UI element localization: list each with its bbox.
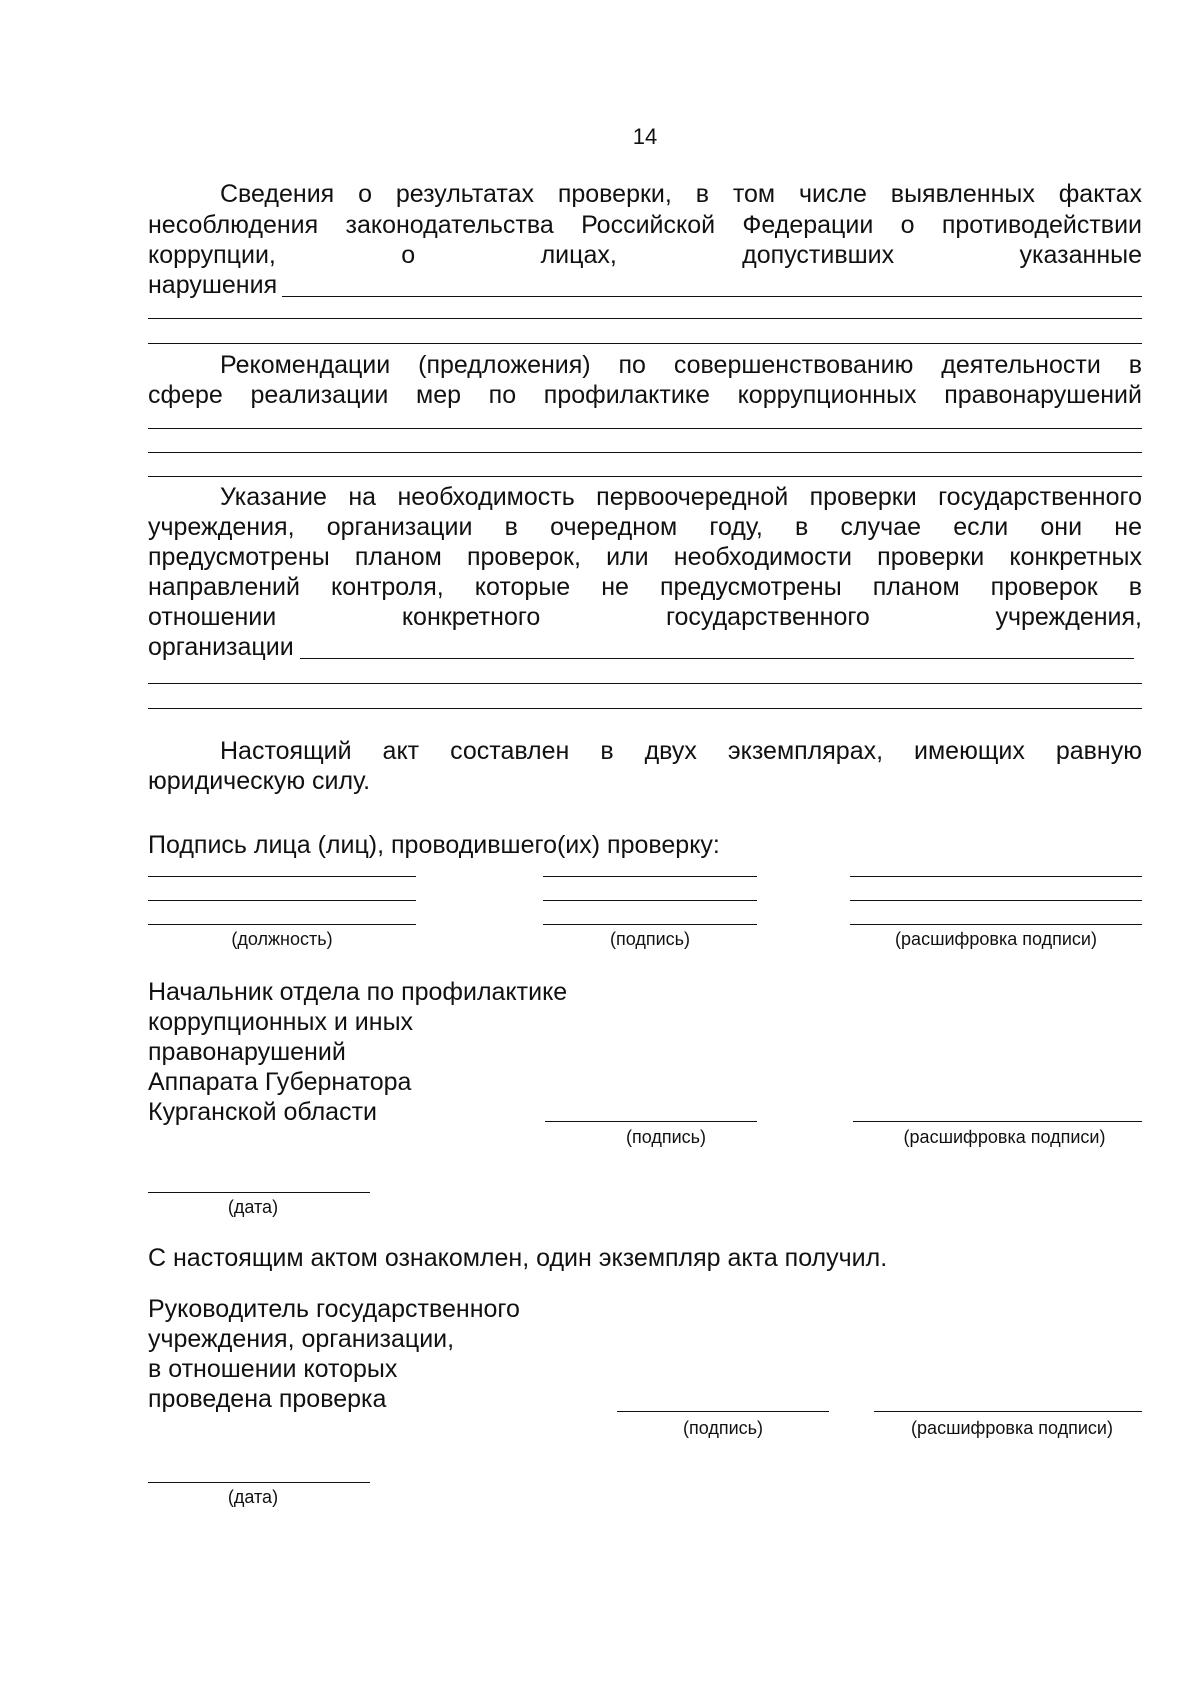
indication-line-5: отношении конкретного государственного учреждения,	[148, 603, 1142, 631]
head-signature-line	[545, 1121, 757, 1122]
institution-decoding-line	[874, 1411, 1142, 1412]
inspector-decoding-line-2	[850, 900, 1142, 901]
inspector-signature-line-2	[543, 900, 757, 901]
head-title-line-2: коррупционных и иных	[148, 1008, 414, 1036]
institution-head-line-4: проведена проверка	[148, 1385, 387, 1413]
recommendations-line-1: Рекомендации (предложения) по совершенствованию деятельности в	[220, 351, 1142, 379]
head-title-line-1: Начальник отдела по профилактике	[148, 978, 568, 1006]
copies-line-2: юридическую силу.	[148, 767, 371, 795]
head-title-line-3: правонарушений	[148, 1038, 346, 1066]
caption-head-decoding: (расшифровка подписи)	[903, 1127, 1106, 1147]
institution-head-line-1: Руководитель государственного	[148, 1295, 520, 1323]
inspector-position-line-1	[148, 876, 416, 877]
inspectors-signature-heading: Подпись лица (лиц), проводившего(их) проверку:	[148, 831, 720, 859]
recommendations-fill-line-2	[148, 452, 1142, 453]
indication-fill-line-3	[148, 708, 1142, 709]
results-line-3: коррупции, о лицах, допустивших указанные	[148, 241, 1142, 269]
caption-institution-decoding: (расшифровка подписи)	[911, 1418, 1113, 1438]
indication-line-4: направлений контроля, которые не предусмотрены планом проверок в	[148, 573, 1142, 601]
caption-institution-date: (дата)	[227, 1487, 279, 1507]
acknowledgement-text: С настоящим актом ознакомлен, один экземпляр акта получил.	[148, 1244, 888, 1272]
head-decoding-line	[853, 1121, 1142, 1122]
caption-institution-signature: (подпись)	[682, 1418, 764, 1438]
institution-head-line-2: учреждения, организации,	[148, 1325, 455, 1353]
indication-fill-line-1	[300, 658, 1134, 659]
results-fill-line-3	[148, 343, 1142, 344]
indication-fill-line-2	[148, 683, 1142, 684]
caption-head-signature: (подпись)	[625, 1127, 707, 1147]
indication-line-1: Указание на необходимость первоочередной проверки государственного	[220, 483, 1142, 511]
inspector-position-line-3	[148, 924, 416, 925]
inspector-position-line-2	[148, 900, 416, 901]
results-last-word: нарушения	[148, 271, 278, 299]
head-title-line-5: Курганской области	[148, 1098, 378, 1126]
head-title-line-4: Аппарата Губернатора	[148, 1068, 412, 1096]
results-line-2: несоблюдения законодательства Российской Федерации о противодействии	[148, 211, 1142, 239]
inspector-signature-line-3	[543, 924, 757, 925]
indication-line-2: учреждения, организации в очередном году, в случае если они не	[148, 513, 1142, 541]
institution-head-line-3: в отношении которых	[148, 1355, 398, 1383]
inspector-decoding-line-3	[850, 924, 1142, 925]
caption-inspector-decoding: (расшифровка подписи)	[895, 929, 1097, 949]
recommendations-fill-line-3	[148, 476, 1142, 477]
caption-head-date: (дата)	[227, 1197, 279, 1217]
institution-date-line	[148, 1482, 370, 1483]
institution-signature-line	[617, 1411, 829, 1412]
inspector-decoding-line-1	[850, 876, 1142, 877]
caption-position: (должность)	[231, 929, 333, 949]
recommendations-line-2: сфере реализации мер по профилактике коррупционных правонарушений	[148, 381, 1142, 409]
head-date-line	[148, 1192, 370, 1193]
results-fill-line-1	[282, 296, 1142, 297]
results-line-1: Сведения о результатах проверки, в том числе выявленных фактах	[220, 180, 1142, 208]
caption-inspector-signature: (подпись)	[609, 929, 691, 949]
results-fill-line-2	[148, 318, 1142, 319]
inspector-signature-line-1	[543, 876, 757, 877]
copies-line-1: Настоящий акт составлен в двух экземплярах, имеющих равную	[220, 737, 1142, 765]
recommendations-fill-line-1	[148, 428, 1142, 429]
indication-last-word: организации	[148, 633, 294, 661]
page-number: 14	[632, 124, 658, 149]
indication-line-3: предусмотрены планом проверок, или необходимости проверки конкретных	[148, 543, 1142, 571]
